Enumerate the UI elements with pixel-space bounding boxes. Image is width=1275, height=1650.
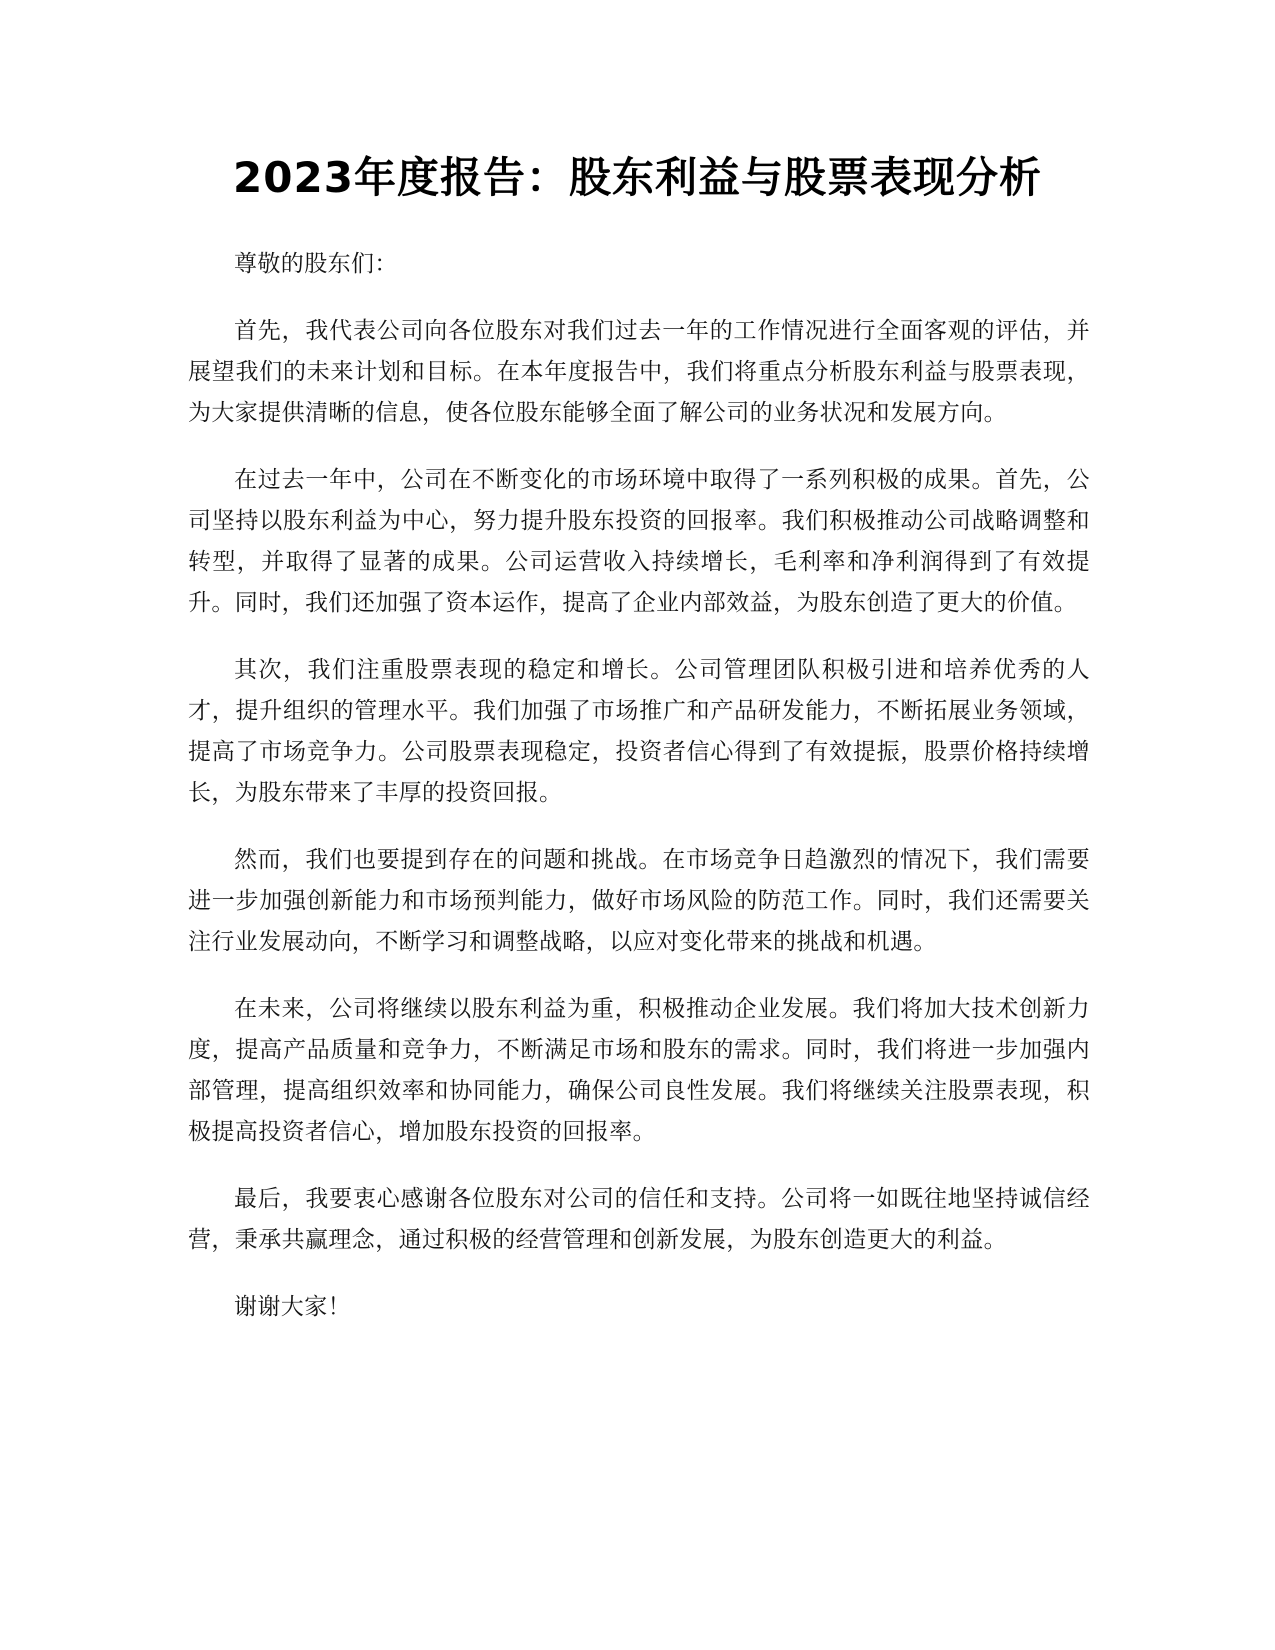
paragraph-thanks: 最后，我要衷心感谢各位股东对公司的信任和支持。公司将一如既往地坚持诚信经营，秉承共赢理念，通过积极的经营管理和创新发展，为股东创造更大的利益。 <box>188 1186 1090 1253</box>
paragraph-future: 在未来，公司将继续以股东利益为重，积极推动企业发展。我们将加大技术创新力度，提高产品质量和竞争力，不断满足市场和股东的需求。同时，我们将进一步加强内部管理，提高组织效率和协同能力，确保公司良性发展。我们将继续关注股票表现，积极提高投资者信心，增加股东投资的回报率。 <box>188 996 1090 1145</box>
paragraph-challenges: 然而，我们也要提到存在的问题和挑战。在市场竞争日趋激烈的情况下，我们需要进一步加强创新能力和市场预判能力，做好市场风险的防范工作。同时，我们还需要关注行业发展动向，不断学习和调整战略，以应对变化带来的挑战和机遇。 <box>188 847 1090 955</box>
paragraph-intro: 首先，我代表公司向各位股东对我们过去一年的工作情况进行全面客观的评估，并展望我们的未来计划和目标。在本年度报告中，我们将重点分析股东利益与股票表现，为大家提供清晰的信息，使各位股东能够全面了解公司的业务状况和发展方向。 <box>188 318 1090 426</box>
paragraph-stock-performance: 其次，我们注重股票表现的稳定和增长。公司管理团队积极引进和培养优秀的人才，提升组织的管理水平。我们加强了市场推广和产品研发能力，不断拓展业务领域，提高了市场竞争力。公司股票表现稳定，投资者信心得到了有效提振，股票价格持续增长，为股东带来了丰厚的投资回报。 <box>188 657 1090 806</box>
closing: 谢谢大家！ <box>234 1294 351 1320</box>
document-body <box>188 244 1090 1354</box>
salutation: 尊敬的股东们： <box>234 251 398 277</box>
document-title: 2023年度报告：股东利益与股票表现分析 <box>233 153 1042 202</box>
paragraph-achievements: 在过去一年中，公司在不断变化的市场环境中取得了一系列积极的成果。首先，公司坚持以股东利益为中心，努力提升股东投资的回报率。我们积极推动公司战略调整和转型，并取得了显著的成果。公司运营收入持续增长，毛利率和净利润得到了有效提升。同时，我们还加强了资本运作，提高了企业内部效益，为股东创造了更大的价值。 <box>188 467 1090 616</box>
